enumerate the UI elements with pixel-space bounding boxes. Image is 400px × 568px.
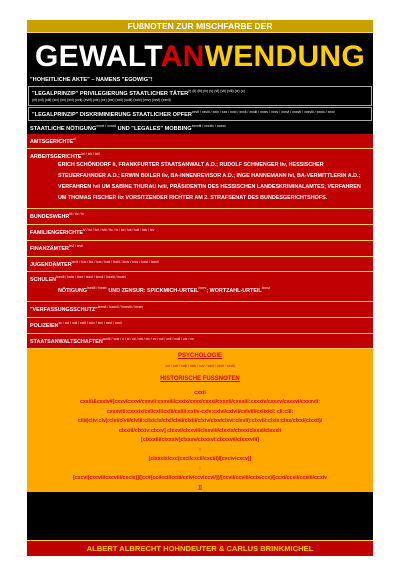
separator-colon: : xyxy=(199,446,201,453)
red-row-label: FAMILIENGERICHTE xyxy=(30,229,84,236)
whistleblower-list: ERICH SCHÖNDORF li, FRANKFURTER STAATSANWALT A.D.; RUDOLF SCHMENGER liv, HESSISCHER STEUERFAHNDER A.D.; ERWIN BIXLER liv, BA-INNENREVISOR A.D.; INGE HANNEMANN lvi, BA-VERMITTLERIN A.D.; VERFAHREN lvii UM SABINE THURAU lviii, PRÄSIDENTIN DES HESSISCHEN LANDESKRIMINALAMTES; VERFAHREN UM THOMAS FISCHER lix VORSITZENDER RICHTER AM 2. STRAFSENAT DES BUNDESGERICHTSHOFS. xyxy=(58,162,361,202)
footnote-block-line[interactable]: [cxcvi(cxcvii/cxcviii/cxcix)]/[cc#[cci/ccii/cciii/cciv/ccv/ccvi/)]/[ccvii/ccviii/ccix/ccx)/[ccxi/ccxii/ccxiii/ccxiv xyxy=(72,475,328,482)
black-row-text: "LEGALPRINZIP" DISKRIMINIERUNG STAATLICHER OPFER xyxy=(32,111,192,118)
footnote-refs[interactable]: xc / xci / xcii / xciii / xciv / xcv / xcvi / xcvii xyxy=(58,320,122,325)
black-row-text: STAATLICHE NÖTIGUNG xyxy=(30,125,97,132)
red-row-label: BUNDESWEHR xyxy=(30,213,70,220)
historische-fussnoten-heading[interactable]: HISTORISCHE FUSSNOTEN xyxy=(160,376,240,383)
red-row-arbeitsgerichte xyxy=(27,149,373,209)
footnote-block-line[interactable]: cxxxviii:cxxxix/cxl/cxli/cxlii/cxliii:cxliv-cxlv:cxlvi/cxlvii/cxlviii/cxlix/cl: cli:clii: xyxy=(106,408,294,415)
authors-footer: ALBERT ALBRECHT HOHNDEUTER & CARLUS BRINKMICHEL xyxy=(27,540,373,556)
title-part-wendung: WENDUNG xyxy=(204,40,366,73)
red-row-familiengerichte xyxy=(27,225,373,241)
footnote-refs[interactable]: lxviii / lxix / lxx / lxxi / lxxii / lxxiii / lxxiv / lxxv / lxxvi / lxxvii xyxy=(71,259,159,264)
wortzahl-text: ; WORTZAHL-URTEIL xyxy=(206,287,262,294)
red-row-verfassungsschutz xyxy=(27,302,373,318)
footnote-refs[interactable]: lxxxvi / lxxxvii / lxxxviii / lxxxix xyxy=(97,304,144,309)
footnote-refs[interactable]: liii / liv / lv xyxy=(69,212,85,217)
red-row-finanzaemter xyxy=(27,241,373,257)
footnote-refs[interactable]: xxxxiii / xxxxiv / xxxxv xyxy=(191,123,226,128)
footnote-cxxii[interactable]: cxxii xyxy=(194,389,206,396)
footnote-refs[interactable]: lxxxv xyxy=(198,286,207,291)
red-row-label: SCHULEN xyxy=(30,277,57,284)
red-row-schulen xyxy=(27,272,373,302)
separator-colon: : xyxy=(199,465,201,472)
black-row-hoheitliche-akte xyxy=(27,75,373,85)
title-part-gewalt: GEWALT xyxy=(34,40,161,73)
red-row-label: "VERFASSUNGSSCHUTZ" xyxy=(30,306,98,313)
page-frame xyxy=(27,20,373,556)
footnote-refs[interactable]: lv / lvi / lvii / lviii / lix / lx / lxi / lxii / lxiii / lxiv / lxv xyxy=(83,227,155,232)
footnote-refs[interactable]: lxxviii / lxxix / lxxx / lxxxi / lxxxii / lxxxiii / lxxxiv xyxy=(56,275,127,280)
black-row-text: "HOHEITLICHE AKTE" – NAMENS "EGOWIG"! xyxy=(30,77,153,83)
footnote-refs[interactable]: lxi / lxii / lxiii xyxy=(81,152,100,157)
title-part-an: AN xyxy=(160,40,205,73)
footnote-block-line[interactable]: cliii(cliv:clv):clvi/clvii/clviii:clix/clx/clxi/clxii/clxiii/clxiv/clxv/clxvi:clxvii):clxviii:clxix:clxx/clxxi(clxxii)/ xyxy=(77,418,323,425)
red-row-polizeien xyxy=(27,318,373,334)
black-row-noetigung-mobbing xyxy=(27,122,373,134)
red-row-jugendaemter xyxy=(27,257,373,273)
red-row-label: FINANZÄMTER xyxy=(30,245,69,252)
footnote-block-line[interactable]: [clxxxiii/clxxxiv]clxxxv/clxxxvi:clxxxvii/clxxxviii] xyxy=(141,437,259,444)
footnote-refs[interactable]: lxxxiii / lxxxiv xyxy=(87,286,107,291)
footnote-refs[interactable]: (xi) (xii) (xiii) (xiv) (xv) (xvi) (xvii) (xviii) (xix) (xx) (xxi) (xxii) (xxiii) (xxiv) (xxv) (xxvi) (xxvii) xyxy=(32,97,171,102)
footnote-refs[interactable]: xcviii / xcix / c / ci / cii / ciii / civ / cv / cvi / cvii / cviii / cix / cx xyxy=(102,336,194,341)
red-row-label: ARBEITSGERICHTE xyxy=(30,154,82,161)
psychologie-refs[interactable]: cxi / cxii / cxiii / cxiv / cxv / cxvi / cxvii / cxviii xyxy=(165,363,235,368)
red-row-bundeswehr xyxy=(27,209,373,225)
footnote-block-line[interactable]: cxxiii&cxxiv#[cxxv/cxxvi/cxxvii:cxxviii/cxxix/cxxx/cxxxi/cxxxii/cxxxiii:cxxxiv/cxxxv/cxxxvi/cxxxvii: xyxy=(80,399,320,406)
black-row-text: UND "LEGALES" MOBBING xyxy=(116,125,192,132)
footnote-block-line[interactable]: clxxiii/clxxiv:clxxv] clxxvi/clxxvii/clxxviii/clxxix/clxxx/clxxxi/clxxxii xyxy=(118,427,282,434)
noetigung-zensur-line xyxy=(30,283,370,297)
footnote-block-line[interactable]: [clxxxix/cxc(cxci/cxcii/cxciii)/[cxciv/cxcv)] xyxy=(148,456,252,463)
footnote-refs[interactable]: xxvii / xxviii / xxix / xxx / xxxi / xxxii / xxxiii / xxxiv / xxxv / xxxvi / xxxvii / xxxviii / xxxix / xxxx xyxy=(191,109,335,114)
header-strip: FUßNOTEN ZUR MISCHFARBE DER xyxy=(27,20,373,33)
black-row-privilegierung xyxy=(28,86,372,106)
red-row-staatsanwaltschaften xyxy=(27,334,373,350)
noetigung-text: NÖTIGUNG xyxy=(58,287,88,294)
black-row-text: "LEGALPRINZIP" PRIVILEGIERUNG STAATLICHER TÄTER xyxy=(32,90,189,97)
red-row-label: JUGENDÄMTER xyxy=(30,261,72,268)
footnote-refs[interactable]: lxvi / lxvii xyxy=(68,243,83,248)
red-row-label: AMTSGERICHTE xyxy=(30,138,74,145)
footnote-refs[interactable]: (i) (ii) (iii) (iv) (v) (vi) (vii) (viii) (ix) (x) xyxy=(188,89,245,93)
red-row-amtsgerichte xyxy=(27,134,373,150)
footnote-block-line[interactable]: ]] xyxy=(198,484,202,491)
zensur-text: UND ZENSUR: SPICKMICH-URTEIL xyxy=(106,287,199,294)
page-title xyxy=(27,33,373,75)
psychologie-heading[interactable]: PSYCHOLOGIE xyxy=(177,353,222,360)
black-row-diskriminierung xyxy=(28,107,372,121)
footnote-refs[interactable]: lxxxvi xyxy=(261,286,271,291)
footnote-refs[interactable]: xxxxi / xxxxii xyxy=(96,123,117,128)
red-section xyxy=(27,134,373,350)
red-row-label: STAATSANWALTSCHAFTEN xyxy=(30,338,103,345)
red-row-label: POLIZEIEN xyxy=(30,322,59,329)
gold-section xyxy=(27,349,373,492)
footnote-refs[interactable]: xl xyxy=(73,136,76,141)
